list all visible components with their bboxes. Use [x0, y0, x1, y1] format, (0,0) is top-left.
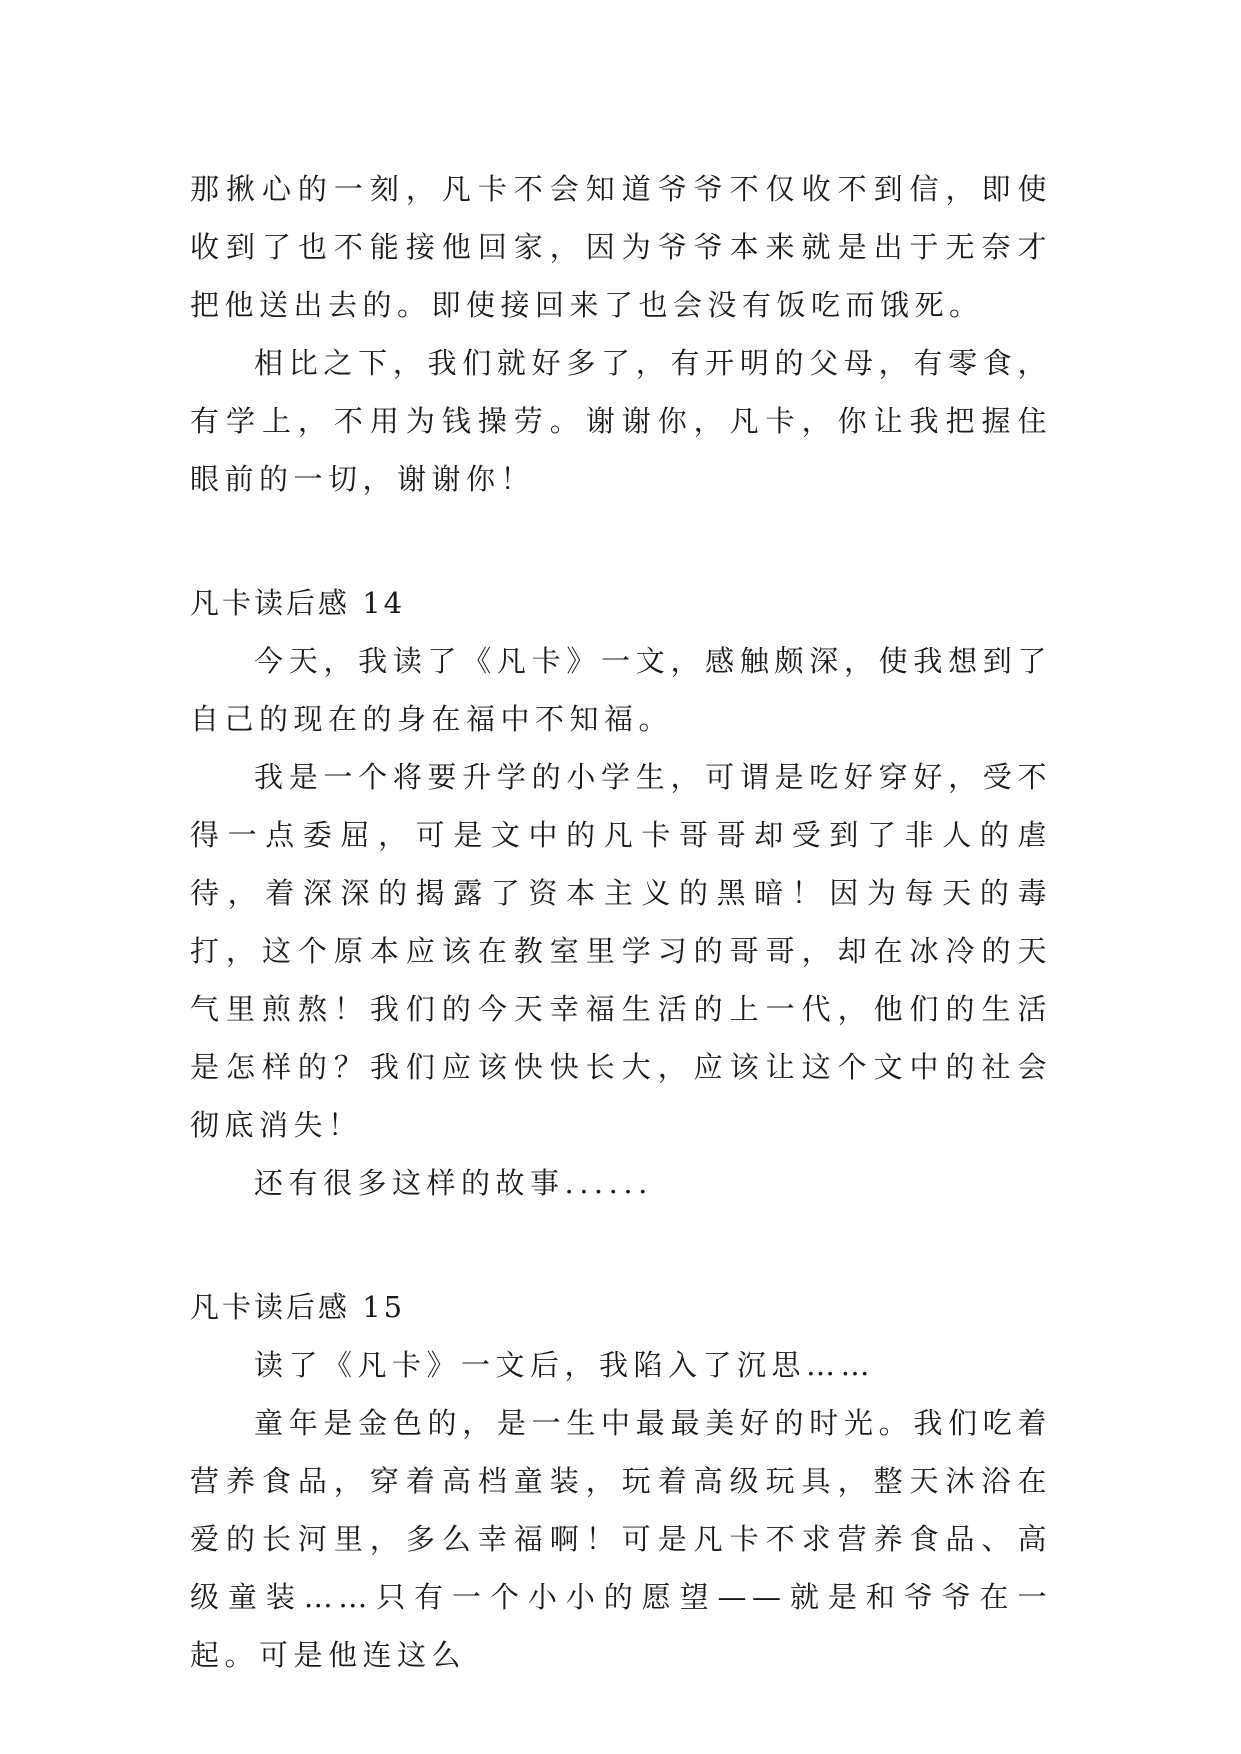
body-paragraph: 那揪心的一刻，凡卡不会知道爷爷不仅收不到信，即使收到了也不能接他回家，因为爷爷本来就是出于无奈才把他送出去的。即使接回来了也会没有饭吃而饿死。 [190, 172, 1052, 322]
essay-heading: 凡卡读后感 15 [190, 1290, 406, 1324]
essay-heading: 凡卡读后感 14 [190, 586, 406, 620]
essay-15 [190, 1278, 1052, 1684]
essay-14 [190, 574, 1052, 1212]
section-spacer [190, 1212, 1052, 1278]
body-paragraph: 相比之下，我们就好多了，有开明的父母，有零食，有学上，不用为钱操劳。谢谢你，凡卡，你让我把握住眼前的一切，谢谢你！ [190, 346, 1052, 496]
document-page [190, 160, 1052, 1684]
body-paragraph: 今天，我读了《凡卡》一文，感触颇深，使我想到了自己的现在的身在福中不知福。 [190, 644, 1052, 736]
previous-essay-continuation [190, 160, 1052, 508]
section-spacer [190, 508, 1052, 574]
body-paragraph: 还有很多这样的故事...... [254, 1166, 653, 1200]
body-paragraph: 读了《凡卡》一文后，我陷入了沉思…… [254, 1348, 876, 1382]
body-paragraph: 童年是金色的，是一生中最最美好的时光。我们吃着营养食品，穿着高档童装，玩着高级玩具，整天沐浴在爱的长河里，多么幸福啊！可是凡卡不求营养食品、高级童装……只有一个小小的愿望——就是和爷爷在一起。可是他连这么 [190, 1406, 1052, 1672]
body-paragraph: 我是一个将要升学的小学生，可谓是吃好穿好，受不得一点委屈，可是文中的凡卡哥哥却受到了非人的虐待，着深深的揭露了资本主义的黑暗！因为每天的毒打，这个原本应该在教室里学习的哥哥，却在冰冷的天气里煎熬！我们的今天幸福生活的上一代，他们的生活是怎样的？我们应该快快长大，应该让这个文中的社会彻底消失！ [190, 760, 1052, 1142]
